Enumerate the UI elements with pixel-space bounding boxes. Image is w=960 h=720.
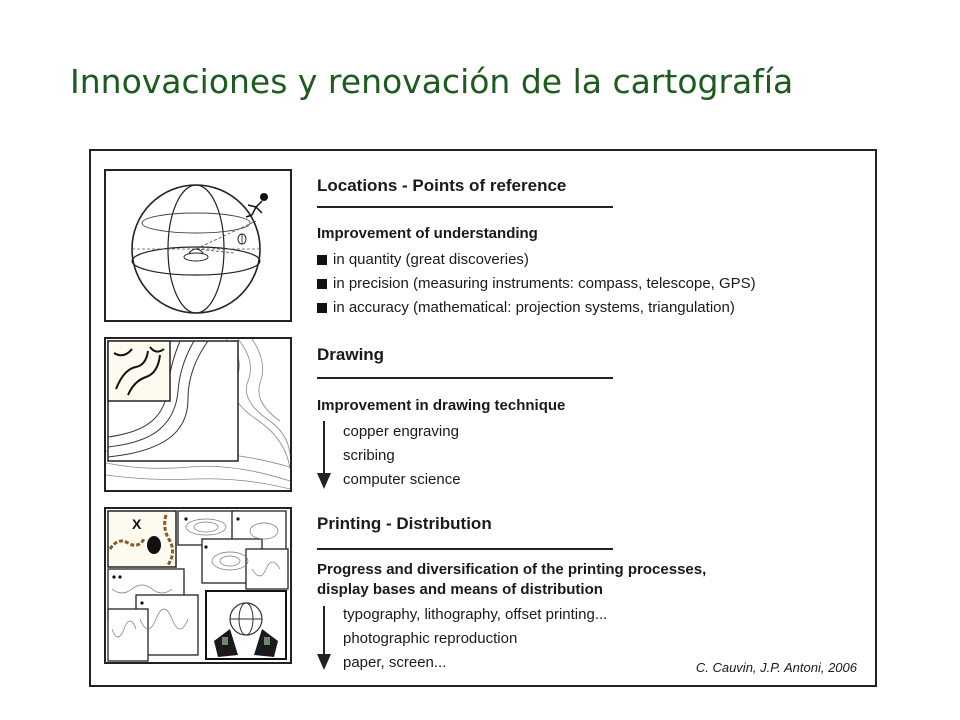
section-rule-locations	[317, 206, 613, 208]
contour-drawing-illustration	[104, 337, 292, 492]
section-subtitle-printing-line-2: display bases and means of distribution	[317, 581, 603, 598]
down-arrow-icon	[316, 421, 332, 491]
globe-icon	[106, 171, 290, 320]
section-rule-drawing	[317, 377, 613, 379]
printing-collage-illustration	[104, 507, 292, 664]
collage-mark: X	[132, 516, 142, 532]
bullet-square-icon	[317, 303, 327, 313]
list-item: computer science	[343, 471, 461, 488]
printed-maps-collage-icon	[106, 509, 290, 662]
section-title-locations: Locations - Points of reference	[317, 176, 567, 195]
section-rule-printing	[317, 548, 613, 550]
list-item: scribing	[343, 447, 395, 464]
printing-list	[343, 603, 607, 675]
list-item-text: in quantity (great discoveries)	[333, 251, 529, 268]
contour-map-icon	[106, 339, 290, 490]
figure-credit: C. Cauvin, J.P. Antoni, 2006	[695, 660, 857, 675]
section-title-printing: Printing - Distribution	[317, 514, 492, 533]
list-item: typography, lithography, offset printing...	[343, 606, 608, 623]
list-item-text: in precision (measuring instruments: compass, telescope, GPS)	[333, 275, 756, 292]
bullet-square-icon	[317, 279, 327, 289]
locations-list	[317, 248, 756, 320]
section-subtitle-locations: Improvement of understanding	[317, 225, 538, 242]
list-item: photographic reproduction	[343, 630, 518, 647]
globe-illustration	[104, 169, 292, 322]
section-title-drawing: Drawing	[317, 345, 385, 364]
down-arrow-icon	[316, 606, 332, 672]
list-item-text: in accuracy (mathematical: projection systems, triangulation)	[333, 299, 735, 316]
drawing-list	[343, 420, 461, 492]
list-item: paper, screen...	[343, 654, 447, 671]
slide-title: Innovaciones y renovación de la cartografía	[70, 62, 794, 101]
list-item	[317, 296, 756, 320]
section-subtitle-drawing: Improvement in drawing technique	[317, 397, 566, 414]
figure-cartography-innovations	[89, 149, 877, 687]
bullet-square-icon	[317, 255, 327, 265]
list-item	[317, 272, 756, 296]
list-item: copper engraving	[343, 423, 459, 440]
list-item	[317, 248, 756, 272]
section-subtitle-printing-line-1: Progress and diversification of the printing processes,	[317, 561, 707, 578]
